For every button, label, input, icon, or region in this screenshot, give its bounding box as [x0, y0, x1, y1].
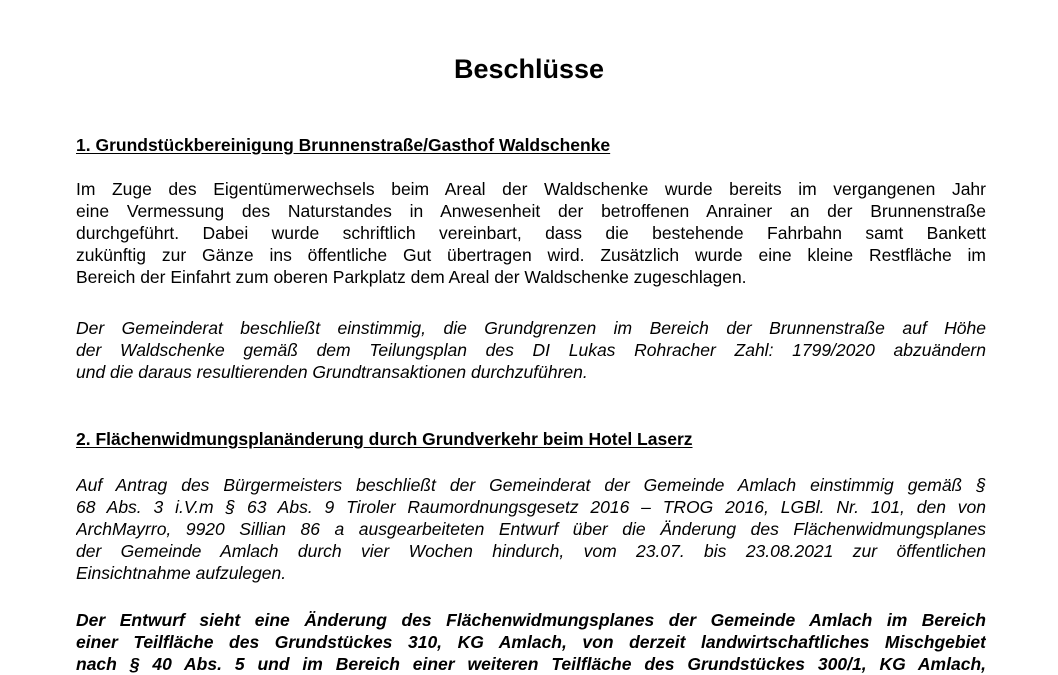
- resolution-line: der Waldschenke gemäß dem Teilungsplan des DI Lukas Rohracher Zahl: 1799/2020 abzuändern: [76, 340, 986, 360]
- section-2-draft: [76, 609, 986, 675]
- body-line: eine Vermessung des Naturstandes in Anwesenheit der betroffenen Anrainer an der Brunnenstraße: [76, 201, 986, 221]
- page-title: Beschlüsse: [453, 54, 605, 84]
- section-2-heading: 2. Flächenwidmungsplanänderung durch Grundverkehr beim Hotel Laserz: [76, 429, 693, 449]
- resolution-line: Der Gemeinderat beschließt einstimmig, die Grundgrenzen im Bereich der Brunnenstraße auf Höhe: [76, 318, 986, 338]
- body-line: Bereich der Einfahrt zum oberen Parkplatz dem Areal der Waldschenke zugeschlagen.: [76, 267, 747, 287]
- draft-line: einer Teilfläche des Grundstückes 310, KG Amlach, von derzeit landwirtschaftliches Mischgebiet: [76, 632, 986, 652]
- resolution-line: der Gemeinde Amlach durch vier Wochen hindurch, vom 23.07. bis 23.08.2021 zur öffentlichen: [76, 541, 986, 561]
- draft-line: Der Entwurf sieht eine Änderung des Flächenwidmungsplanes der Gemeinde Amlach im Bereich: [76, 610, 986, 630]
- section-2-resolution: [76, 474, 986, 584]
- section-1-resolution: [76, 317, 986, 383]
- body-line: Im Zuge des Eigentümerwechsels beim Areal der Waldschenke wurde bereits im vergangenen Jahr: [76, 179, 986, 199]
- resolution-line: Einsichtnahme aufzulegen.: [76, 563, 287, 583]
- section-1-heading: 1. Grundstückbereinigung Brunnenstraße/Gasthof Waldschenke: [76, 135, 611, 155]
- body-line: durchgeführt. Dabei wurde schriftlich vereinbart, dass die bestehende Fahrbahn samt Bankett: [76, 223, 986, 243]
- body-line: zukünftig zur Gänze ins öffentliche Gut übertragen wird. Zusätzlich wurde eine kleine Restfläche im: [76, 245, 986, 265]
- resolution-line: und die daraus resultierenden Grundtransaktionen durchzuführen.: [76, 362, 588, 382]
- section-1-body: [76, 178, 986, 288]
- resolution-line: ArchMayrro, 9920 Sillian 86 a ausgearbeiteten Entwurf über die Änderung des Flächenwidmungsplanes: [76, 519, 986, 539]
- draft-line: nach § 40 Abs. 5 und im Bereich einer weiteren Teilfläche des Grundstückes 300/1, KG Amlach,: [76, 654, 986, 674]
- resolution-line: 68 Abs. 3 i.V.m § 63 Abs. 9 Tiroler Raumordnungsgesetz 2016 – TROG 2016, LGBl. Nr. 101, den von: [76, 497, 986, 517]
- resolution-line: Auf Antrag des Bürgermeisters beschließt der Gemeinderat der Gemeinde Amlach einstimmig gemäß §: [76, 475, 986, 495]
